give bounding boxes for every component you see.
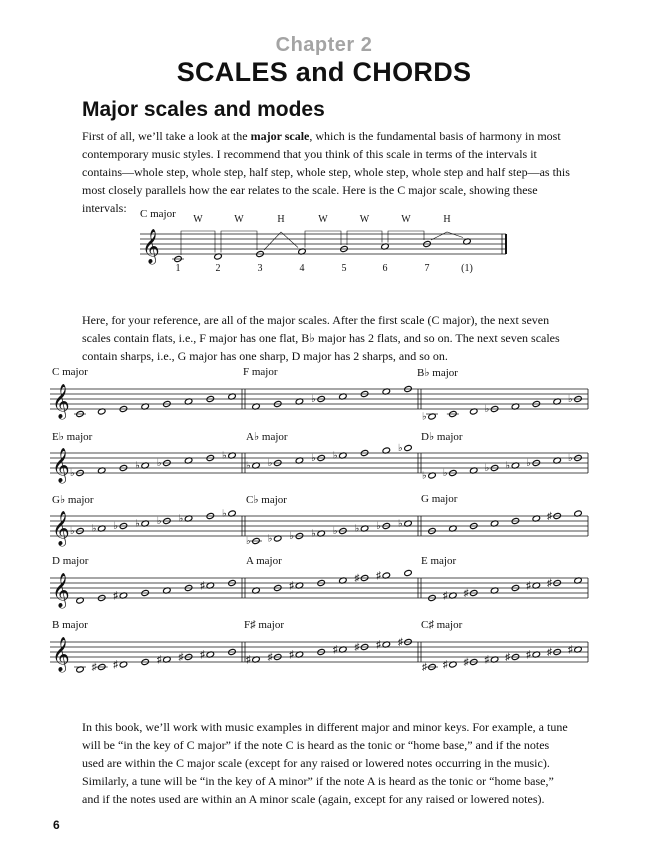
scale-staff-row-2 <box>50 445 590 485</box>
scale-label-f-major: F major <box>243 366 278 378</box>
scale-label-g-flat-major: G♭ major <box>52 494 94 506</box>
sharp-sign-icon: ♯ <box>376 570 382 582</box>
whole-note <box>404 569 412 576</box>
flat-sign-icon: ♭ <box>398 518 403 530</box>
scale-label-e-flat-major: E♭ major <box>52 431 93 443</box>
flat-sign-icon: ♭ <box>484 404 490 415</box>
scale-label-a-major: A major <box>246 555 282 567</box>
treble-clef-icon: 𝄞 <box>52 449 70 482</box>
sharp-sign-icon: ♯ <box>113 659 119 671</box>
half-step-bracket <box>264 232 298 250</box>
flat-sign-icon: ♭ <box>178 513 184 525</box>
sharp-sign-icon: ♯ <box>547 647 553 658</box>
flat-sign-icon: ♭ <box>568 453 573 464</box>
interval-label: H <box>277 214 285 225</box>
interval-label: W <box>193 214 203 225</box>
flat-sign-icon: ♭ <box>135 518 140 530</box>
chapter-label: Chapter 2 <box>275 34 373 56</box>
flat-sign-icon: ♭ <box>70 468 75 479</box>
flat-sign-icon: ♭ <box>332 450 338 462</box>
flat-sign-icon: ♭ <box>311 394 316 405</box>
major-scale-term: major scale <box>250 129 310 143</box>
flat-symbol: ♭ <box>309 331 315 345</box>
flat-sign-icon: ♭ <box>267 533 273 545</box>
sharp-sign-icon: ♯ <box>398 637 403 648</box>
sharp-sign-icon: ♯ <box>484 654 490 666</box>
flat-sign-icon: ♭ <box>311 453 316 464</box>
sharp-sign-icon: ♯ <box>289 580 295 592</box>
flat-sign-icon: ♭ <box>156 458 162 469</box>
sharp-sign-icon: ♯ <box>422 662 427 673</box>
whole-step-bracket <box>388 231 424 243</box>
sharp-sign-icon: ♯ <box>354 573 360 584</box>
scale-degree-label: 5 <box>341 263 347 274</box>
sharp-sign-icon: ♯ <box>442 659 448 671</box>
flat-sign-icon: ♭ <box>156 516 162 527</box>
scale-label-d-major: D major <box>52 555 89 567</box>
sharp-sign-icon: ♯ <box>547 511 553 522</box>
flat-sign-icon: ♭ <box>398 443 403 454</box>
sharp-sign-icon: ♯ <box>568 644 573 656</box>
flat-sign-icon: ♭ <box>246 460 251 472</box>
treble-clef-icon: 𝄞 <box>52 574 70 607</box>
intro-text-end: , which is the fundamental basis of harmony in most contemporary music styles. I recommend that you think of this scale in terms of the intervals it contains—whole step, whole step, half step, whole step, whole step, whole step and half step—as this most closely parallels how the ear relates to the scale. Here is the C major scale, showing these intervals: <box>82 129 570 215</box>
flat-sign-icon: ♭ <box>267 458 273 469</box>
treble-clef-icon: 𝄞 <box>142 230 160 263</box>
flat-sign-icon: ♭ <box>422 470 427 482</box>
reference-paragraph <box>82 311 574 365</box>
flat-sign-icon: ♭ <box>354 523 360 535</box>
sharp-sign-icon: ♯ <box>200 580 206 592</box>
sharp-sign-icon: ♯ <box>442 590 448 602</box>
example-scale-label: C major <box>140 208 176 220</box>
sharp-sign-icon: ♯ <box>354 642 360 653</box>
flat-sign-icon: ♭ <box>422 411 427 423</box>
scale-staff-row-3 <box>50 508 590 548</box>
sharp-sign-icon: ♯ <box>246 654 251 666</box>
flat-sign-icon: ♭ <box>70 526 75 537</box>
scale-staff-row-4 <box>50 570 590 610</box>
sharp-sign-icon: ♯ <box>267 652 273 663</box>
scale-label-b-flat-major: B♭ major <box>417 367 458 379</box>
flat-sign-icon: ♭ <box>289 531 295 542</box>
scale-label-d-flat-major: D♭ major <box>421 431 463 443</box>
scale-degree-label: 3 <box>257 263 263 274</box>
scale-label-a-flat-major: A♭ major <box>246 431 288 443</box>
page-number: 6 <box>53 818 60 832</box>
scale-degree-label: 7 <box>424 263 430 274</box>
sharp-sign-icon: ♯ <box>289 649 295 661</box>
sharp-sign-icon: ♯ <box>505 652 511 663</box>
sharp-sign-icon: ♯ <box>376 639 382 651</box>
scale-degree-label: 4 <box>299 263 305 274</box>
reference-text-start: Here, for your reference, are all of the major scales. After the first scale (C major), the next seven scales contain flats, i.e., F major has one flat, B <box>82 313 550 345</box>
intro-paragraph <box>82 127 574 217</box>
section-heading: Major scales and modes <box>82 98 325 121</box>
scale-label-g-major: G major <box>421 493 458 505</box>
scale-staff-row-5 <box>50 634 590 674</box>
treble-clef-icon: 𝄞 <box>52 512 70 545</box>
intro-text-start: First of all, we’ll take a look at the <box>82 129 251 143</box>
scale-label-c-flat-major: C♭ major <box>246 494 287 506</box>
scale-label-e-major: E major <box>421 555 457 567</box>
flat-sign-icon: ♭ <box>526 458 532 469</box>
chapter-title: SCALES and CHORDS <box>176 57 472 87</box>
sharp-sign-icon: ♯ <box>332 644 338 656</box>
interval-label: W <box>359 214 370 225</box>
sharp-sign-icon: ♯ <box>178 652 184 663</box>
scale-label-b-major: B major <box>52 619 88 631</box>
flat-sign-icon: ♭ <box>91 523 97 535</box>
scale-degree-label: 6 <box>382 263 388 274</box>
interval-label: W <box>318 214 328 225</box>
interval-label: H <box>443 214 451 225</box>
flat-sign-icon: ♭ <box>135 460 140 472</box>
flat-sign-icon: ♭ <box>332 526 338 537</box>
keys-paragraph: In this book, we’ll work with music examples in different major and minor keys. For example, a tune will be “in the key of C major” if the note C is heard as the tonic or “home base,” and if the notes used are within the C major scale (except for any raised or lowered notes occurring in the music). Similarly, a tune will be “in the key of A minor” if the note A is heard as the tonic or “home base,” and if the notes used are within an A minor scale (again, except for any raised or lowered notes). <box>82 720 568 806</box>
treble-clef-icon: 𝄞 <box>52 638 70 671</box>
sharp-sign-icon: ♯ <box>547 578 553 589</box>
whole-note <box>404 444 412 451</box>
flat-sign-icon: ♭ <box>246 536 251 547</box>
interval-label: W <box>234 214 244 225</box>
sharp-sign-icon: ♯ <box>200 649 206 661</box>
sharp-sign-icon: ♯ <box>156 654 162 666</box>
scale-label-f-sharp-major: F♯ major <box>244 619 285 631</box>
interval-label: W <box>401 214 411 225</box>
sharp-sign-icon: ♯ <box>91 662 97 673</box>
sharp-sign-icon: ♯ <box>526 580 532 592</box>
scale-degree-label: 1 <box>175 263 181 274</box>
flat-sign-icon: ♭ <box>311 528 316 540</box>
flat-sign-icon: ♭ <box>222 450 227 462</box>
flat-sign-icon: ♭ <box>376 521 382 532</box>
treble-clef-icon: 𝄞 <box>52 385 70 418</box>
scale-label-c-sharp-major: C♯ major <box>421 619 463 631</box>
whole-step-bracket <box>181 231 215 255</box>
flat-sign-icon: ♭ <box>113 521 119 532</box>
scale-staff-row-1 <box>50 381 590 421</box>
scale-degree-label: 2 <box>215 263 221 274</box>
scale-degree-label: (1) <box>461 263 473 274</box>
sharp-sign-icon: ♯ <box>526 649 532 661</box>
reference-text-end: major has 2 flats, and so on. The next seven scales contain sharps, i.e., G major has one sharp, D major has 2 sharps, and so on. <box>82 331 560 363</box>
sharp-sign-icon: ♯ <box>463 657 469 668</box>
sharp-sign-icon: ♯ <box>113 590 119 602</box>
flat-sign-icon: ♭ <box>484 463 490 474</box>
sharp-sign-icon: ♯ <box>463 588 469 599</box>
flat-sign-icon: ♭ <box>222 508 227 520</box>
flat-sign-icon: ♭ <box>442 468 448 479</box>
flat-sign-icon: ♭ <box>505 460 511 472</box>
flat-sign-icon: ♭ <box>568 394 573 405</box>
scale-label-c-major: C major <box>52 366 88 378</box>
whole-step-bracket <box>347 231 382 245</box>
